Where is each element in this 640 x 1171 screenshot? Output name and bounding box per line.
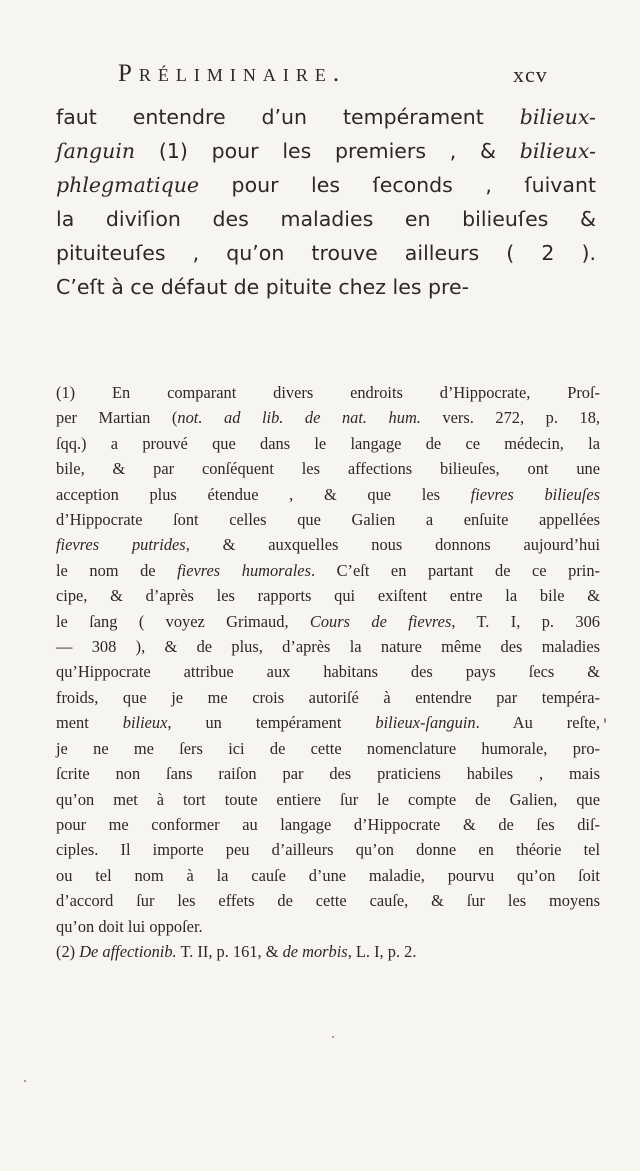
footnote-1-line: le ſang ( voyez Grimaud, Cours de fievres, T. I, p. 306 xyxy=(56,611,600,631)
footnote-1-line: pour me conformer au langage d’Hippocrate & de ſes diſ- xyxy=(56,814,600,834)
footnote-1-line: qu’Hippocrate attribue aux habitans des pays ſecs & xyxy=(56,662,600,682)
footnote-1-line: ſcrite non ſans raiſon par des praticiens habiles , mais xyxy=(56,764,600,784)
main-paragraph xyxy=(56,100,596,304)
footnote-1-line: cipe, & d’après les rapports qui exiſtent entre la bile & xyxy=(56,586,600,606)
footnote-1-line: per Martian (not. ad lib. de nat. hum. vers. 272, p. 18, xyxy=(56,408,601,428)
running-title: Préliminaire. xyxy=(118,60,347,87)
footnote-1-line: (1) En comparant divers endroits d’Hippocrate, Proſ- xyxy=(56,383,600,402)
main-line: la diviſion des maladies en bilieuſes & xyxy=(56,207,596,231)
paper-speck xyxy=(332,1036,334,1038)
footnote-1-line: d’accord ſur les effets de cette cauſe, & ſur les moyens xyxy=(56,891,600,911)
footnote-1-line: acception plus étendue , & que les fievres bilieuſes xyxy=(56,484,600,504)
paper-speck xyxy=(604,718,606,723)
footnote-1-line: qu’on met à tort toute entiere ſur le compte de Galien, que xyxy=(56,789,600,809)
footnote-1-line: ou tel nom à la cauſe d’une maladie, pourvu qu’on ſoit xyxy=(56,865,600,885)
footnote-1-line: — 308 ), & de plus, d’après la nature même des maladies xyxy=(56,637,600,657)
footnote-1-line: ment bilieux, un tempérament bilieux-ſanguin. Au reſte, xyxy=(56,713,601,733)
main-line: faut entendre d’un tempérament bilieux- xyxy=(56,105,596,129)
main-line: C’eſt à ce défaut de pituite chez les pre- xyxy=(56,275,470,299)
main-line: pituiteuſes , qu’on trouve ailleurs ( 2 ). xyxy=(56,241,596,265)
footnote-1-line: ſqq.) a prouvé que dans le langage de ce médecin, la xyxy=(56,433,600,453)
main-line: phlegmatique pour les ſeconds , ſuivant xyxy=(56,173,596,197)
main-line: ſanguin (1) pour les premiers , & bilieux- xyxy=(56,139,596,163)
footnote-1-line: ciples. Il importe peu d’ailleurs qu’on donne en théorie tel xyxy=(56,840,600,860)
footnote-1-line: bile, & par conſéquent les affections bilieuſes, ont une xyxy=(56,459,600,479)
footnote-1-line: froids, que je me crois autoriſé à entendre par tempéra- xyxy=(56,687,600,707)
footnote-1-line: fievres putrides, & auxquelles nous donnons aujourd’hui xyxy=(56,535,600,555)
paper-speck xyxy=(24,1080,26,1082)
page-header xyxy=(0,60,640,92)
footnote-1-line: d’Hippocrate ſont celles que Galien a enſuite appellées xyxy=(56,510,600,530)
page-number: xcv xyxy=(513,62,548,87)
footnote-2-line: (2) De affectionib. T. II, p. 161, & de morbis, L. I, p. 2. xyxy=(56,941,417,961)
footnotes xyxy=(56,380,600,964)
footnote-1-line: le nom de fievres humorales. C’eſt en partant de ce prin- xyxy=(56,560,600,580)
footnote-1-line: qu’on doit lui oppoſer. xyxy=(56,916,203,936)
footnote-1-line: je ne me ſers ici de cette nomenclature humorale, pro- xyxy=(56,738,600,758)
